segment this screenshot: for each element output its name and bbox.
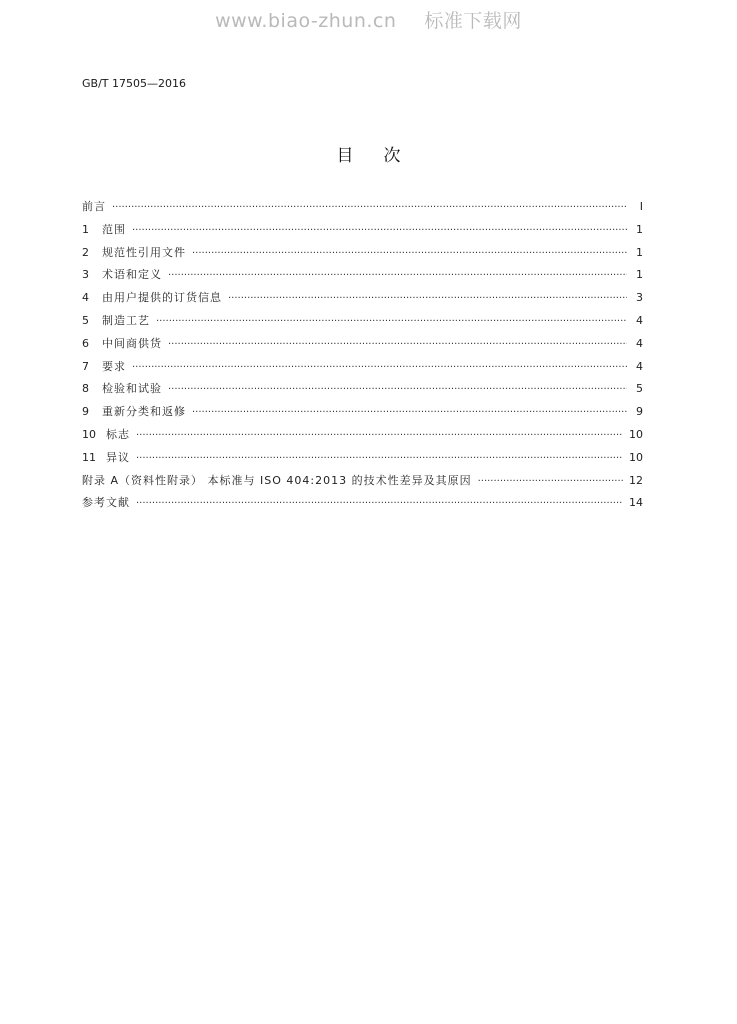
toc-entry-page: 1 bbox=[636, 245, 643, 259]
watermark-site-name: 标准下载网 bbox=[424, 10, 522, 32]
toc-entry-label: 检验和试验 bbox=[102, 382, 162, 396]
toc-entry-label: 异议 bbox=[106, 450, 130, 464]
toc-entry-annex-a[interactable] bbox=[82, 472, 643, 495]
toc-leader-dots bbox=[168, 270, 627, 281]
toc-entry-label: 附录 A（资料性附录） 本标准与 ISO 404:2013 的技术性差异及其原因 bbox=[82, 473, 472, 487]
toc-entry-number: 6 bbox=[82, 336, 89, 350]
toc-entry-number: 9 bbox=[82, 405, 89, 419]
table-of-contents bbox=[82, 198, 643, 517]
toc-entry-marking[interactable] bbox=[82, 426, 643, 449]
toc-entry-page: 5 bbox=[636, 382, 643, 396]
toc-leader-dots bbox=[132, 362, 627, 373]
toc-leader-dots bbox=[192, 407, 627, 418]
toc-entry-number: 10 bbox=[82, 427, 96, 441]
toc-entry-page: 4 bbox=[636, 359, 643, 373]
toc-entry-number: 2 bbox=[82, 245, 89, 259]
toc-leader-dots bbox=[168, 384, 627, 395]
toc-entry-number: 7 bbox=[82, 359, 89, 373]
toc-entry-manufacturing-process[interactable] bbox=[82, 312, 643, 335]
watermark bbox=[0, 6, 737, 33]
toc-entry-label: 重新分类和返修 bbox=[102, 405, 186, 419]
toc-entry-label: 规范性引用文件 bbox=[102, 245, 186, 259]
toc-entry-label: 前言 bbox=[82, 200, 106, 213]
toc-entry-requirements[interactable] bbox=[82, 358, 643, 381]
toc-entry-number: 11 bbox=[82, 450, 96, 464]
toc-entry-label: 由用户提供的订货信息 bbox=[102, 291, 222, 305]
toc-entry-page: 9 bbox=[636, 405, 643, 419]
toc-entry-number: 3 bbox=[82, 268, 89, 282]
toc-entry-page: 3 bbox=[636, 291, 643, 305]
toc-entry-label: 术语和定义 bbox=[102, 268, 162, 282]
toc-entry-inspection-testing[interactable] bbox=[82, 380, 643, 403]
toc-entry-page: 1 bbox=[636, 268, 643, 282]
toc-entry-label: 制造工艺 bbox=[102, 313, 150, 327]
toc-entry-page: 10 bbox=[629, 427, 643, 441]
toc-entry-bibliography[interactable] bbox=[82, 494, 643, 517]
toc-leader-dots bbox=[192, 248, 627, 259]
toc-leader-dots bbox=[136, 430, 623, 441]
toc-entry-number: 1 bbox=[82, 222, 89, 236]
watermark-url: www.biao-zhun.cn bbox=[215, 10, 397, 32]
toc-entry-label: 中间商供货 bbox=[102, 336, 162, 350]
toc-entry-label: 范围 bbox=[102, 222, 126, 236]
toc-entry-scope[interactable] bbox=[82, 221, 643, 244]
toc-entry-number: 8 bbox=[82, 382, 89, 396]
toc-entry-page: 10 bbox=[629, 450, 643, 464]
toc-entry-label: 标志 bbox=[106, 427, 130, 441]
toc-entry-terms-definitions[interactable] bbox=[82, 266, 643, 289]
toc-entry-label: 要求 bbox=[102, 359, 126, 373]
toc-leader-dots bbox=[228, 293, 627, 304]
toc-leader-dots bbox=[136, 498, 623, 509]
toc-entry-page: 14 bbox=[629, 496, 643, 510]
toc-entry-intermediary-supply[interactable] bbox=[82, 335, 643, 358]
toc-entry-foreword[interactable] bbox=[82, 198, 643, 221]
toc-leader-dots bbox=[168, 339, 627, 350]
toc-leader-dots bbox=[156, 316, 627, 327]
toc-entry-objections[interactable] bbox=[82, 449, 643, 472]
toc-entry-normative-references[interactable] bbox=[82, 244, 643, 267]
toc-entry-page: 1 bbox=[636, 222, 643, 236]
toc-entry-page: I bbox=[639, 200, 643, 213]
toc-leader-dots bbox=[132, 225, 627, 236]
toc-entry-page: 12 bbox=[629, 473, 643, 487]
standard-code: GB/T 17505—2016 bbox=[82, 77, 186, 90]
toc-entry-page: 4 bbox=[636, 313, 643, 327]
toc-entry-number: 4 bbox=[82, 291, 89, 305]
toc-entry-page: 4 bbox=[636, 336, 643, 350]
toc-leader-dots bbox=[112, 202, 627, 213]
toc-entry-label: 参考文献 bbox=[82, 496, 130, 510]
toc-entry-reclassification-rework[interactable] bbox=[82, 403, 643, 426]
toc-leader-dots bbox=[478, 476, 623, 487]
toc-entry-number: 5 bbox=[82, 313, 89, 327]
toc-entry-ordering-info[interactable] bbox=[82, 289, 643, 312]
toc-title: 目次 bbox=[336, 146, 431, 166]
toc-leader-dots bbox=[136, 453, 623, 464]
